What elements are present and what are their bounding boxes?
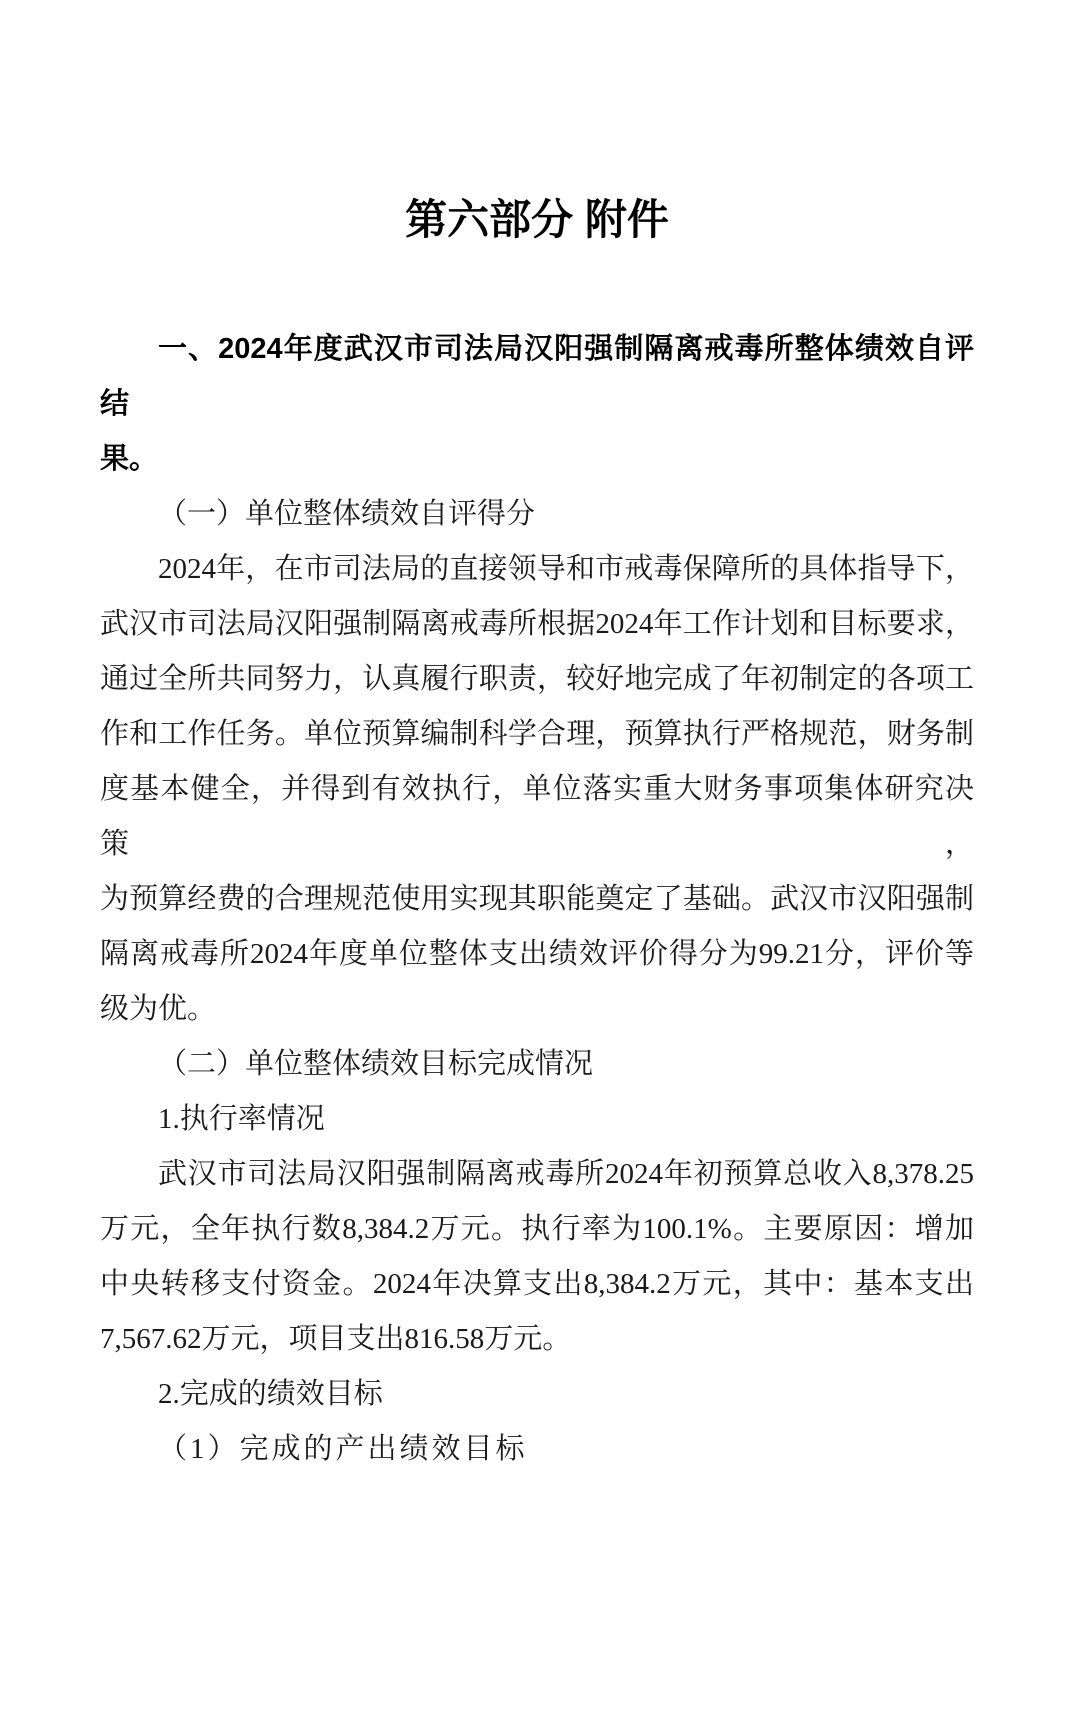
subheading-2 [100,1037,974,1092]
item-completed-goals [100,1367,974,1422]
text-line: 7,567.62万元，项目支出816.58万元。 [100,1323,572,1355]
text-line: 1.执行率情况 [158,1103,325,1135]
item-output-goals [100,1422,974,1477]
section-heading [100,322,974,487]
text-line: （1）完成的产出绩效目标 [158,1433,528,1465]
text-line: （二）单位整体绩效目标完成情况 [158,1048,594,1080]
text-line: 级为优。 [100,993,217,1025]
document-page [0,190,1074,1710]
text-line: 2024年，在市司法局的直接领导和市戒毒保障所的具体指导下， [158,553,974,585]
text-line: 武汉市司法局汉阳强制隔离戒毒所根据2024年工作计划和目标要求， [100,608,974,640]
paragraph-budget-execution [100,1147,974,1367]
text-line: 作和工作任务。单位预算编制科学合理，预算执行严格规范，财务制 [100,718,974,750]
text-line: 通过全所共同努力，认真履行职责，较好地完成了年初制定的各项工 [100,663,974,695]
subheading-1 [100,487,974,542]
text-line: 一、2024年度武汉市司法局汉阳强制隔离戒毒所整体绩效自评结 [100,333,974,420]
text-line: （一）单位整体绩效自评得分 [158,498,536,530]
item-execution-rate [100,1092,974,1147]
text-line: 隔离戒毒所2024年度单位整体支出绩效评价得分为99.21分，评价等 [100,938,974,970]
document-body [100,322,974,1477]
text-line: 度基本健全，并得到有效执行，单位落实重大财务事项集体研究决策， [100,773,974,860]
text-line: 2.完成的绩效目标 [158,1378,383,1410]
page-title: 第六部分 附件 [405,196,669,243]
text-line: 中央转移支付资金。2024年决算支出8,384.2万元，其中：基本支出 [100,1268,974,1300]
text-line: 为预算经费的合理规范使用实现其职能奠定了基础。武汉市汉阳强制 [100,883,974,915]
text-line: 果。 [100,443,159,475]
paragraph-self-evaluation [100,542,974,1037]
text-line: 武汉市司法局汉阳强制隔离戒毒所2024年初预算总收入8,378.25 [158,1158,974,1190]
text-line: 万元，全年执行数8,384.2万元。执行率为100.1%。主要原因：增加 [100,1213,974,1245]
